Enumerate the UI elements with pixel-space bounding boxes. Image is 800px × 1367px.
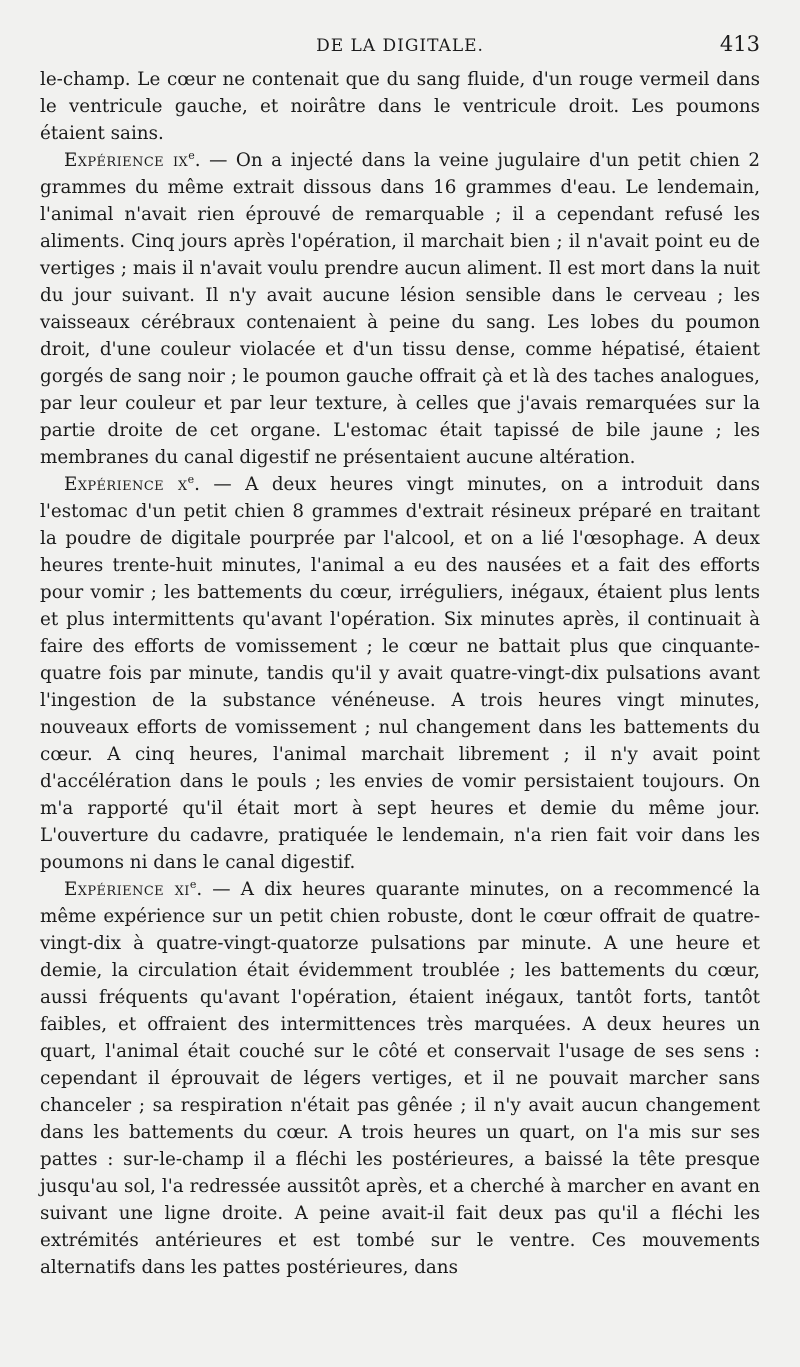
experience-heading: Expérience ix: [64, 150, 189, 171]
ordinal-suffix: e: [188, 148, 195, 162]
experience-heading: Expérience x: [64, 474, 188, 495]
ordinal-suffix: e: [189, 877, 197, 891]
body-text: [40, 66, 760, 1281]
paragraph-text: . — On a injecté dans la veine jugulaire d'un petit chien 2 grammes du même extrait dissous dans 16 grammes d'eau. Le lendemain, l'animal n'avait rien éprouvé de remarquable ; il a cependant refusé les aliments. Cinq jours après l'opération, il marchait bien ; il n'avait point eu de vertiges ; mais il n'avait voulu prendre aucun aliment. Il est mort dans la nuit du jour suivant. Il n'y avait aucune lésion sensible dans le cerveau ; les vaisseaux cérébraux contenaient à peine du sang. Les lobes du poumon droit, d'une couleur violacée et d'un tissu dense, comme hépatisé, étaient gorgés de sang noir ; le poumon gauche offrait çà et là des taches analogues, par leur couleur et par leur texture, à celles que j'avais remarquées sur la partie droite de cet organe. L'estomac était tapissé de bile jaune ; les membranes du canal digestif ne présentaient aucune altération.: [40, 150, 761, 468]
paragraph-text: . — A dix heures quarante minutes, on a recommencé la même expérience sur un petit chien robuste, dont le cœur offrait de quatre-vingt-dix à quatre-vingt-quatorze pulsations par minute. A une heure et demie, la circulation était évidemment troublée ; les battements du cœur, aussi fréquents qu'avant l'opération, étaient inégaux, tantôt forts, tantôt faibles, et offraient des intermittences très marquées. A deux heures un quart, l'animal était couché sur le côté et conservait l'usage de ses sens : cependant il éprouvait de légers vertiges, et il ne pouvait marcher sans chanceler ; sa respiration n'était pas gênée ; il n'y avait aucun changement dans les battements du cœur. A trois heures un quart, on l'a mis sur ses pattes : sur-le-champ il a fléchi les postérieures, a baissé la tête presque jusqu'au sol, l'a redressée aussitôt après, et a cherché à marcher en avant en suivant une ligne droite. A peine avait-il fait deux pas qu'il a fléchi les extrémités antérieures et est tombé sur le ventre. Ces mouvements alternatifs dans les pattes postérieures, dans: [40, 879, 760, 1278]
page-number: 413: [719, 32, 760, 56]
paragraph-experience-10: [40, 471, 760, 876]
page-header: [40, 30, 760, 66]
paragraph-experience-9: [40, 147, 760, 471]
paragraph-text: . — A deux heures vingt minutes, on a introduit dans l'estomac d'un petit chien 8 grammes d'extrait résineux préparé en traitant la poudre de digitale pourprée par l'alcool, et on a lié l'œsophage. A deux heures trente-huit minutes, l'animal a eu des nausées et a fait des efforts pour vomir ; les battements du cœur, irréguliers, inégaux, étaient plus lents et plus intermittents qu'avant l'opération. Six minutes après, il continuait à faire des efforts de vomissement ; le cœur ne battait plus que cinquante-quatre fois par minute, tandis qu'il y avait quatre-vingt-dix pulsations avant l'ingestion de la substance vénéneuse. A trois heures vingt minutes, nouveaux efforts de vomissement ; nul changement dans les battements du cœur. A cinq heures, l'animal marchait librement ; il n'y avait point d'accélération dans le pouls ; les envies de vomir persistaient toujours. On m'a rapporté qu'il était mort à sept heures et demie du même jour. L'ouverture du cadavre, pratiquée le lendemain, n'a rien fait voir dans les poumons ni dans le canal digestif.: [40, 474, 760, 873]
paragraph-continuation: [40, 66, 760, 147]
paragraph-experience-11: [40, 876, 760, 1281]
paragraph-text: le-champ. Le cœur ne contenait que du sang fluide, d'un rouge vermeil dans le ventricule gauche, et noirâtre dans le ventricule droit. Les poumons étaient sains.: [40, 69, 760, 144]
running-title: DE LA DIGITALE.: [316, 36, 484, 56]
ordinal-suffix: e: [187, 472, 195, 486]
experience-heading: Expérience xi: [64, 879, 190, 900]
